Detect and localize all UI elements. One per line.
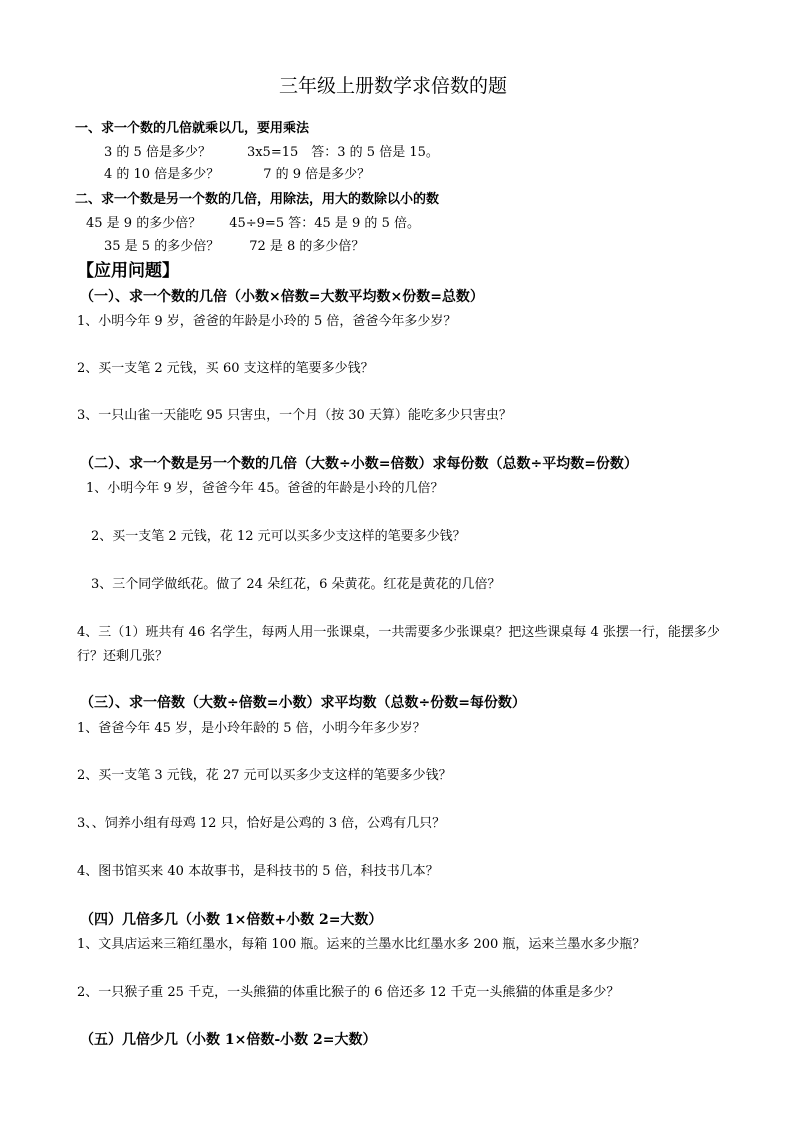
- application-problems-heading: 【应用问题】: [77, 261, 179, 281]
- rule-1-heading: 一、求一个数的几倍就乘以几，要用乘法: [75, 121, 310, 136]
- section-3-question-1: 1、爸爸今年 45 岁，是小玲年龄的 5 倍，小明今年多少岁？: [77, 721, 426, 736]
- rule-1-example-row-2: [104, 167, 370, 183]
- rule-1-example-2a: 4 的 10 倍是多少？: [104, 167, 220, 182]
- section-2-question-4: 4、三（1）班共有 46 名学生，每两人用一张课桌，一共需要多少张课桌？把这些课桌每 4 张摆一行，能摆多少行？还剩几张？: [77, 625, 720, 664]
- section-3-question-3: 3、、饲养小组有母鸡 12 只，恰好是公鸡的 3 倍，公鸡有几只？: [77, 816, 446, 831]
- section-1-heading: （一）、求一个数的几倍（小数×倍数=大数平均数×份数=总数）: [80, 289, 484, 305]
- rule-2-heading: 二、求一个数是另一个数的几倍，用除法，用大的数除以小的数: [75, 192, 440, 207]
- rule-1-example-1b: 3x5=15 答：3 的 5 倍是 15。: [246, 145, 439, 160]
- section-2-heading: （二）、求一个数是另一个数的几倍（大数÷小数=倍数）求每份数（总数÷平均数=份数）: [80, 456, 638, 472]
- rule-2-example-row-2: [104, 239, 364, 255]
- section-4-question-2: 2、一只猴子重 25 千克，一头熊猫的体重比猴子的 6 倍还多 12 千克一头熊猫的体重是多少？: [77, 985, 620, 1000]
- section-5-heading: （五）几倍少几（小数 1×倍数-小数 2=大数）: [80, 1032, 377, 1048]
- section-1-question-2: 2、买一支笔 2 元钱，买 60 支这样的笔要多少钱？: [77, 361, 374, 376]
- section-1-question-3: 3、一只山雀一天能吃 95 只害虫，一个月（按 30 天算）能吃多少只害虫？: [77, 408, 512, 423]
- section-3-heading: （三）、求一倍数（大数÷倍数=小数）求平均数（总数÷份数=每份数）: [80, 695, 526, 711]
- rule-2-example-2b: 72 是 8 的多少倍？: [249, 239, 365, 254]
- rule-2-example-1a: 45 是 9 的多少倍？: [86, 216, 202, 231]
- section-2-question-2: 2、买一支笔 2 元钱，花 12 元可以买多少支这样的笔要多少钱？: [91, 529, 466, 544]
- rule-2-example-2a: 35 是 5 的多少倍？: [104, 239, 220, 254]
- page-title: 三年级上册数学求倍数的题: [279, 75, 508, 97]
- rule-1-example-row-1: [104, 145, 439, 161]
- section-2-question-3: 3、三个同学做纸花。做了 24 朵红花，6 朵黄花。红花是黄花的几倍？: [91, 577, 501, 592]
- rule-1-example-2b: 7 的 9 倍是多少？: [263, 167, 371, 182]
- section-1-question-1: 1、小明今年 9 岁，爸爸的年龄是小玲的 5 倍，爸爸今年多少岁？: [77, 314, 457, 329]
- rule-2-example-row-1: [86, 216, 420, 232]
- section-3-question-4: 4、图书馆买来 40 本故事书，是科技书的 5 倍，科技书几本？: [77, 864, 439, 879]
- section-4-question-1: 1、文具店运来三箱红墨水，每箱 100 瓶。运来的兰墨水比红墨水多 200 瓶，运来兰墨水多少瓶？: [77, 937, 646, 952]
- section-2-question-1: 1、小明今年 9 岁，爸爸今年 45。爸爸的年龄是小玲的几倍？: [86, 481, 444, 496]
- section-4-heading: （四）几倍多几（小数 1×倍数+小数 2=大数）: [80, 912, 383, 928]
- section-3-question-2: 2、买一支笔 3 元钱，花 27 元可以买多少支这样的笔要多少钱？: [77, 768, 452, 783]
- rule-1-example-1a: 3 的 5 倍是多少？: [104, 145, 211, 160]
- rule-2-example-1b: 45÷9=5 答：45 是 9 的 5 倍。: [229, 216, 420, 231]
